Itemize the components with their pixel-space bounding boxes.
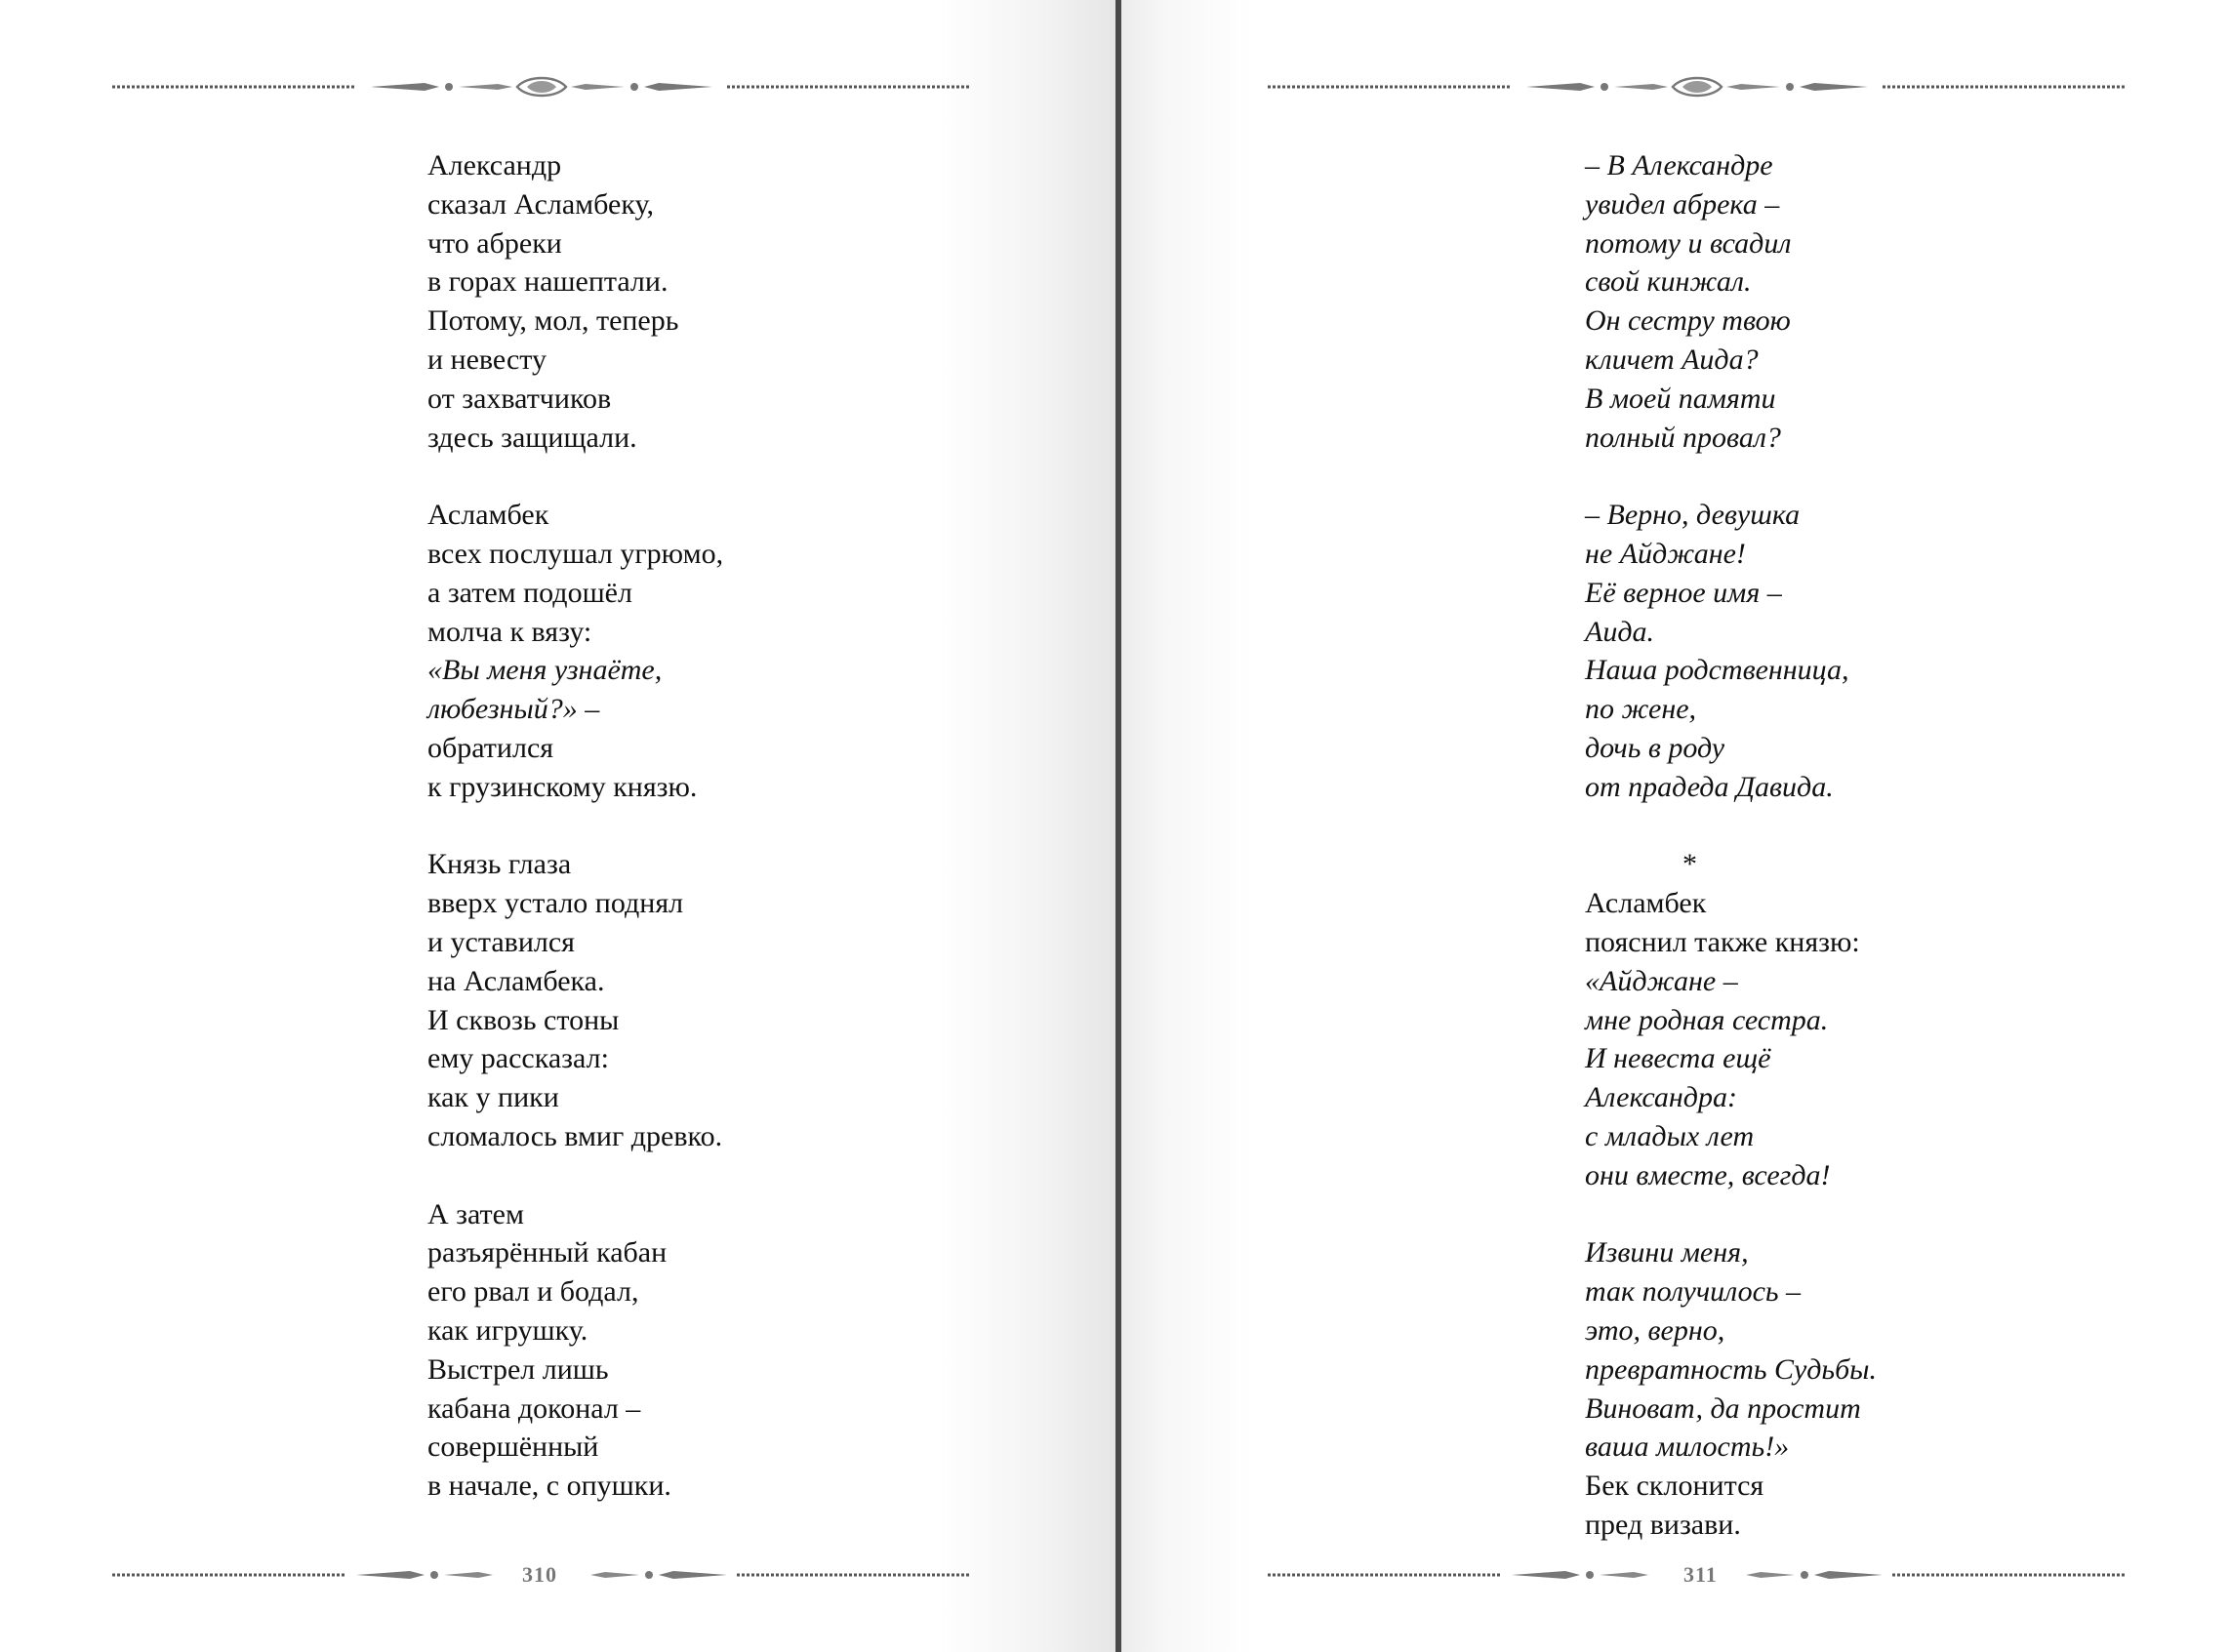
verse-line: сломалось вмиг древко. — [427, 1119, 723, 1152]
verse-line: – Верно, девушка — [1585, 499, 1801, 532]
verse-line: ваша милость!» — [1585, 1430, 1790, 1464]
verse-line: – В Александре — [1585, 149, 1773, 181]
verse-line: разъярённый кабан — [427, 1236, 668, 1269]
verse-line: Асламбек — [1585, 887, 1707, 920]
verse-line: совершённый — [427, 1430, 599, 1464]
stanza-gap — [1585, 807, 1877, 846]
verse-line: так получилось – — [1585, 1275, 1802, 1309]
verse-line: и невесту — [427, 342, 547, 376]
verse-line: Он сестру твою — [1585, 304, 1791, 338]
verse-line: превратность Судьбы. — [1585, 1352, 1877, 1386]
verse-line: вверх устало поднял — [427, 887, 684, 920]
verse-line: с младых лет — [1585, 1119, 1755, 1152]
verse-line: мне родная сестра. — [1585, 1003, 1829, 1036]
stanza-gap — [427, 457, 723, 496]
verse-line: Аида. — [1585, 615, 1655, 648]
verse-line: от захватчиков — [427, 382, 612, 415]
left-poem — [427, 146, 723, 1506]
verse-line: «Вы меня узнаёте, — [427, 654, 663, 687]
verse-line: молча к вязу: — [427, 615, 592, 648]
verse-line: кабана доконал – — [427, 1391, 641, 1425]
verse-line: что абреки — [427, 226, 562, 260]
stanza-gap — [1585, 457, 1877, 496]
verse-line: ему рассказал: — [427, 1042, 609, 1075]
verse-line: Извини меня, — [1585, 1236, 1749, 1269]
verse-line: всех послушал угрюмо, — [427, 537, 724, 570]
verse-line: и уставился — [427, 925, 575, 958]
verse-line: И сквозь стоны — [427, 1003, 620, 1036]
verse-line: Александр — [427, 149, 562, 181]
page-number-left: 310 — [522, 1562, 557, 1587]
verse-line: в начале, с опушки. — [427, 1470, 671, 1503]
verse-line: Князь глаза — [427, 848, 572, 881]
right-page — [1121, 0, 2229, 1652]
verse-line: Асламбек — [427, 499, 549, 532]
stanza-gap — [427, 1156, 723, 1195]
verse-line: от прадеда Давида. — [1585, 770, 1834, 803]
verse-line: увидел абрека – — [1585, 187, 1780, 221]
page-number-right: 311 — [1683, 1562, 1718, 1587]
stanza-gap — [427, 807, 723, 846]
verse-line: они вместе, всегда! — [1585, 1158, 1831, 1191]
verse-line: Наша родственница, — [1585, 654, 1849, 687]
verse-line: пред визави. — [1585, 1508, 1741, 1541]
verse-line: Выстрел лишь — [427, 1352, 609, 1386]
verse-line: Виноват, да простит — [1585, 1391, 1861, 1425]
verse-line: по жене, — [1585, 693, 1697, 726]
verse-line: как у пики — [427, 1081, 559, 1114]
verse-line: А затем — [427, 1197, 524, 1230]
header-ornament-left — [112, 72, 971, 101]
verse-line: в горах нашептали. — [427, 265, 669, 299]
right-poem — [1585, 146, 1877, 1545]
verse-line: Александра: — [1585, 1081, 1737, 1114]
verse-line: потому и всадил — [1585, 226, 1792, 260]
verse-line: кличет Аида? — [1585, 342, 1759, 376]
verse-line: это, верно, — [1585, 1313, 1725, 1347]
verse-line: на Асламбека. — [427, 964, 605, 997]
verse-line: В моей памяти — [1585, 382, 1776, 415]
verse-line: здесь защищали. — [427, 421, 637, 454]
verse-line: обратился — [427, 731, 554, 764]
verse-line: как игрушку. — [427, 1313, 588, 1347]
verse-line: а затем подошёл — [427, 576, 632, 609]
verse-line: сказал Асламбеку, — [427, 187, 654, 221]
verse-line: к грузинскому князю. — [427, 770, 698, 803]
stanza-separator: * — [1682, 848, 1697, 881]
verse-line: Бек склонится — [1585, 1470, 1764, 1503]
verse-line: его рвал и бодал, — [427, 1275, 639, 1309]
verse-line: Потому, мол, теперь — [427, 304, 679, 338]
verse-line: не Айджане! — [1585, 537, 1746, 570]
verse-line: свой кинжал. — [1585, 265, 1752, 299]
verse-line: Её верное имя – — [1585, 576, 1782, 609]
verse-line: дочь в роду — [1585, 731, 1725, 764]
header-ornament-right — [1268, 72, 2127, 101]
verse-line: пояснил также князю: — [1585, 925, 1860, 958]
verse-line: И невеста ещё — [1585, 1042, 1771, 1075]
verse-line: полный провал? — [1585, 421, 1781, 454]
verse-line: «Айджане – — [1585, 964, 1738, 997]
stanza-gap — [1585, 1195, 1877, 1234]
verse-line: любезный?» – — [427, 693, 600, 726]
